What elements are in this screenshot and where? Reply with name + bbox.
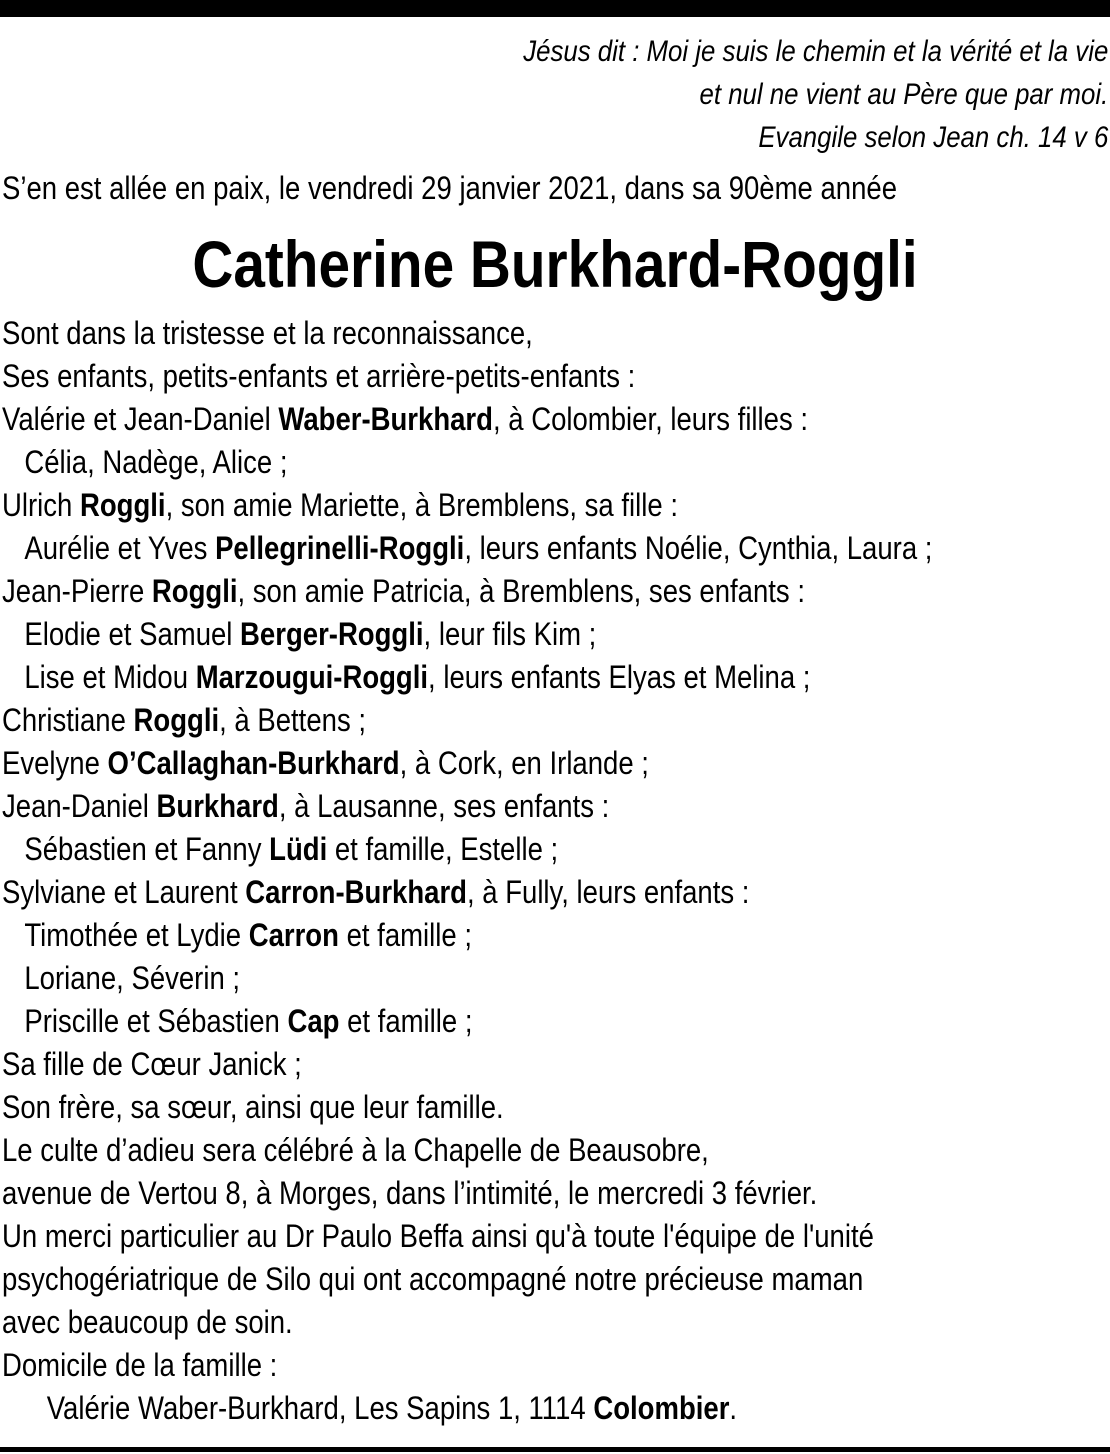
text-line: Ulrich Roggli, son amie Mariette, à Bremblens, sa fille : xyxy=(2,487,678,523)
text-line: Un merci particulier au Dr Paulo Beffa ainsi qu'à toute l'équipe de l'unité xyxy=(2,1218,874,1254)
quote-line-3: Evangile selon Jean ch. 14 v 6 xyxy=(758,121,1108,154)
text-line: Aurélie et Yves Pellegrinelli-Roggli, leurs enfants Noélie, Cynthia, Laura ; xyxy=(24,530,933,566)
family-address: Valérie Waber-Burkhard, Les Sapins 1, 1114 Colombier. xyxy=(46,1390,738,1426)
quote-line-2: et nul ne vient au Père que par moi. xyxy=(699,78,1108,111)
text-line: avenue de Vertou 8, à Morges, dans l’intimité, le mercredi 3 février. xyxy=(2,1175,818,1211)
text-line: Domicile de la famille : xyxy=(2,1347,278,1383)
text-line: Sont dans la tristesse et la reconnaissance, xyxy=(2,315,533,351)
text-line: Christiane Roggli, à Bettens ; xyxy=(2,702,366,738)
text-line: Timothée et Lydie Carron et famille ; xyxy=(24,917,472,953)
text-line: Son frère, sa sœur, ainsi que leur famille. xyxy=(2,1089,504,1125)
text-line: Sébastien et Fanny Lüdi et famille, Estelle ; xyxy=(24,831,559,867)
text-line: Ses enfants, petits-enfants et arrière-petits-enfants : xyxy=(2,358,636,394)
text-line: Loriane, Séverin ; xyxy=(24,960,241,996)
text-line: Valérie et Jean-Daniel Waber-Burkhard, à Colombier, leurs filles : xyxy=(2,401,809,437)
bottom-rule xyxy=(0,1447,1110,1452)
departure-notice: S’en est allée en paix, le vendredi 29 janvier 2021, dans sa 90ème année xyxy=(2,170,898,206)
text-line: Priscille et Sébastien Cap et famille ; xyxy=(24,1003,473,1039)
text-line: Jean-Daniel Burkhard, à Lausanne, ses enfants : xyxy=(2,788,610,824)
text-line: Célia, Nadège, Alice ; xyxy=(24,444,288,480)
quote-line-1: Jésus dit : Moi je suis le chemin et la vérité et la vie xyxy=(522,35,1108,68)
top-rule xyxy=(0,0,1110,17)
text-line: avec beaucoup de soin. xyxy=(2,1304,293,1340)
text-line: Sa fille de Cœur Janick ; xyxy=(2,1046,302,1082)
text-line: Elodie et Samuel Berger-Roggli, leur fils Kim ; xyxy=(24,616,597,652)
obituary-body xyxy=(2,312,932,1430)
text-line: Sylviane et Laurent Carron-Burkhard, à Fully, leurs enfants : xyxy=(2,874,750,910)
text-line: Lise et Midou Marzougui-Roggli, leurs enfants Elyas et Melina ; xyxy=(24,659,811,695)
bible-quote xyxy=(523,30,1108,159)
deceased-name: Catherine Burkhard-Roggli xyxy=(192,227,918,301)
text-line: psychogériatrique de Silo qui ont accompagné notre précieuse maman xyxy=(2,1261,864,1297)
text-line: Jean-Pierre Roggli, son amie Patricia, à Bremblens, ses enfants : xyxy=(2,573,805,609)
text-line: Evelyne O’Callaghan-Burkhard, à Cork, en Irlande ; xyxy=(2,745,649,781)
text-line: Le culte d’adieu sera célébré à la Chapelle de Beausobre, xyxy=(2,1132,709,1168)
